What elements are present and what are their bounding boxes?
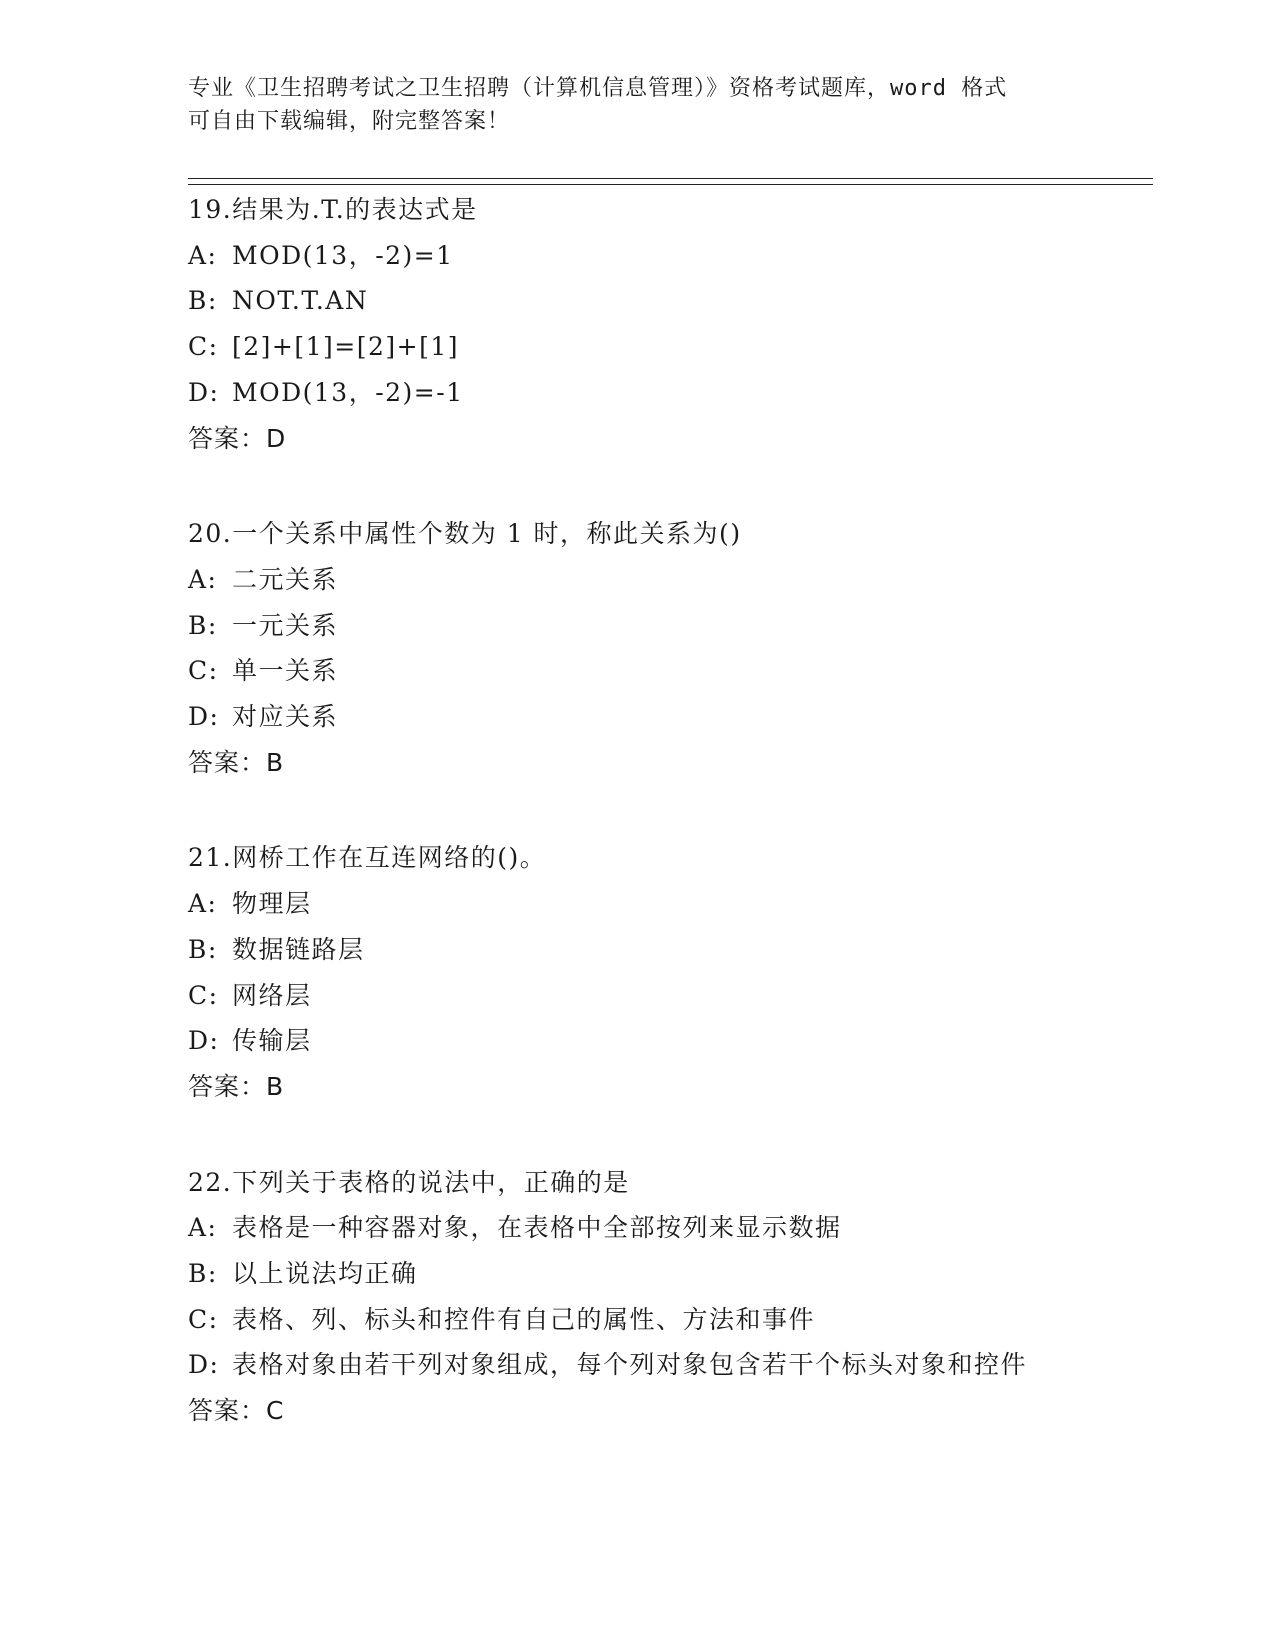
option-letter: B: [188,610,218,640]
option-c [188,1297,1088,1343]
option-text: 表格、列、标头和控件有自己的属性、方法和事件 [232,1304,816,1334]
option-a [188,233,1088,279]
question-21 [188,835,1088,1109]
option-d [188,370,1088,416]
option-text: 表格对象由若干列对象组成，每个列对象包含若干个标头对象和控件 [232,1350,1028,1380]
answer-line: 答案：B [188,747,285,777]
option-text: 二元关系 [232,564,339,594]
option-b [188,603,1088,649]
option-text: 表格是一种容器对象，在表格中全部按列来显示数据 [232,1213,842,1243]
question-20 [188,511,1088,785]
option-text: 一元关系 [232,610,339,640]
option-letter: B: [188,286,218,316]
option-letter: D: [188,1026,220,1056]
option-text: NOT.T.AN [232,286,369,316]
option-text: 物理层 [232,889,312,919]
option-text: 网络层 [232,980,312,1010]
answer-line: 答案：D [188,423,287,453]
option-text: 对应关系 [232,702,339,732]
header-line-1: 专业《卫生招聘考试之卫生招聘（计算机信息管理）》资格考试题库，word 格式 [188,76,1008,101]
option-c [188,973,1088,1019]
document-header [188,72,1088,138]
option-text: 以上说法均正确 [232,1259,418,1289]
option-letter: C: [188,1304,219,1334]
option-letter: D: [188,1350,220,1380]
header-divider [188,178,1153,185]
option-text: 数据链路层 [232,934,365,964]
option-text: MOD(13，-2)=1 [232,240,454,270]
question-stem: 20.一个关系中属性个数为 1 时，称此关系为() [188,519,742,549]
option-c [188,324,1088,370]
answer-line: 答案：B [188,1071,285,1101]
option-letter: A: [188,240,218,270]
option-b [188,1251,1088,1297]
question-19 [188,187,1088,461]
option-d [188,1018,1088,1064]
option-b [188,278,1088,324]
question-stem: 19.结果为.T.的表达式是 [188,195,478,224]
option-letter: B: [188,1259,218,1289]
header-line-2: 可自由下载编辑，附完整答案！ [188,109,511,134]
option-text: MOD(13，-2)=-1 [232,377,464,407]
answer-line: 答案：C [188,1396,285,1426]
question-22 [188,1160,1088,1434]
option-a [188,1205,1088,1251]
option-letter: C: [188,656,219,686]
option-letter: B: [188,934,218,964]
option-letter: A: [188,564,218,594]
question-stem: 21.网桥工作在互连网络的()。 [188,843,547,873]
option-text: 传输层 [232,1026,312,1056]
option-letter: D: [188,702,220,732]
option-d [188,1342,1088,1388]
option-text: 单一关系 [232,656,339,686]
option-letter: C: [188,980,219,1010]
option-d [188,694,1088,740]
option-a [188,557,1088,603]
option-letter: C: [188,332,219,362]
option-text: [2]+[1]=[2]+[1] [232,332,459,362]
option-letter: A: [188,889,218,919]
option-a [188,881,1088,927]
question-list [188,187,1088,1484]
option-b [188,927,1088,973]
option-c [188,648,1088,694]
question-stem: 22.下列关于表格的说法中，正确的是 [188,1167,630,1197]
option-letter: D: [188,377,220,407]
option-letter: A: [188,1213,218,1243]
